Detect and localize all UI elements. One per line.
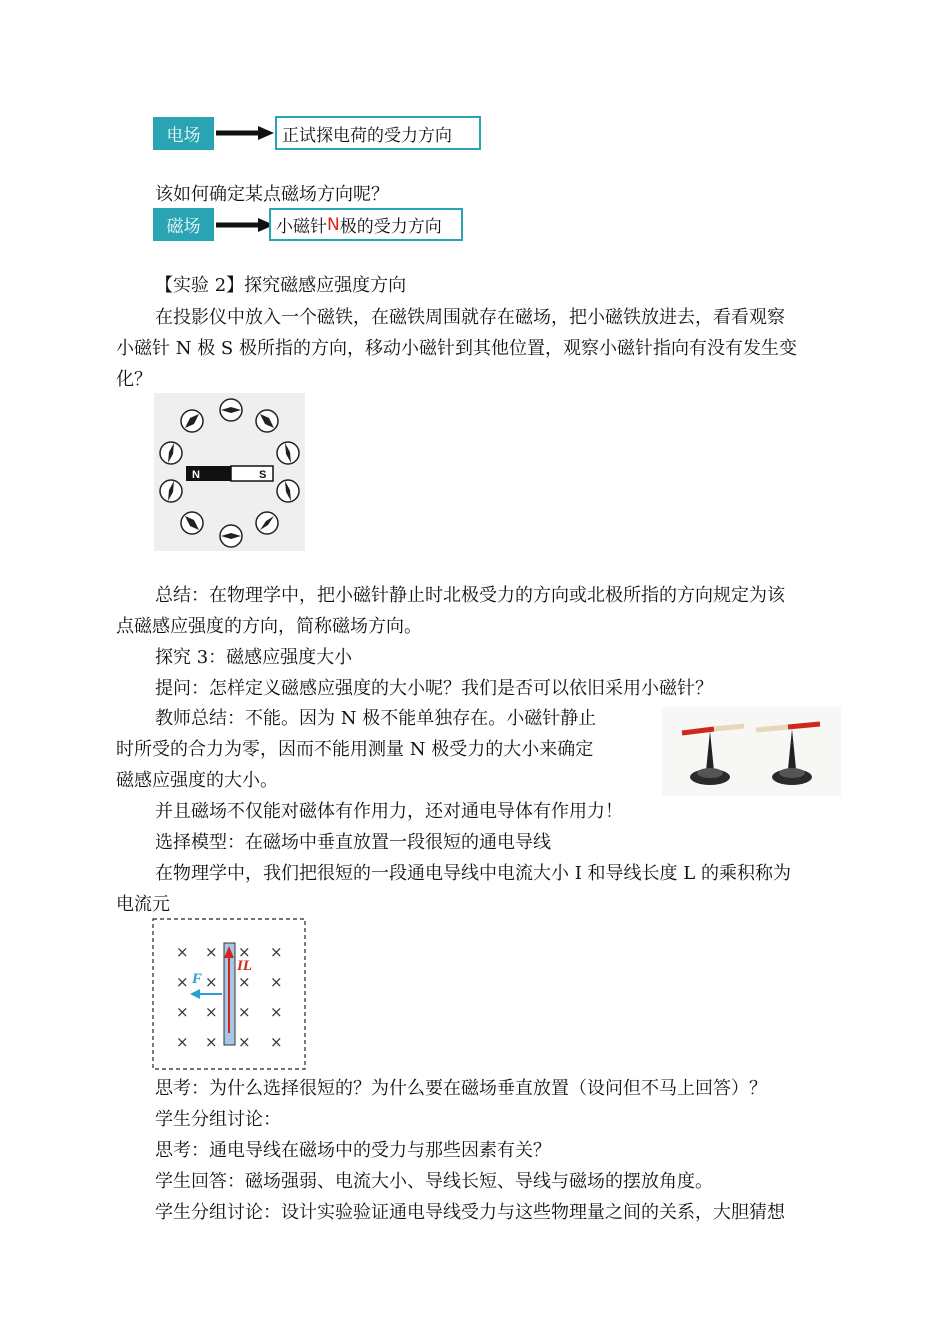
think-line: 思考：为什么选择很短的？为什么要在磁场垂直放置（设问但不马上回答）？ [155,1078,767,1099]
text-line: 学生分组讨论： [155,1109,281,1130]
field-cross: × [205,973,218,991]
right-arrow-icon [216,216,274,234]
box-text-post: 极的受力方向 [339,217,442,237]
text-line: 学生分组讨论：设计实验验证通电导线受力与这些物理量之间的关系，大胆猜想 [155,1202,785,1223]
field-cross: × [238,1003,251,1021]
text-line: 并且磁场不仅能对磁体有作用力，还对通电导体有作用力！ [155,801,623,822]
field-cross: × [176,973,189,991]
definition-line: 在物理学中，我们把很短的一段通电导线中电流大小 I 和导线长度 L 的乘积称为 [155,863,791,884]
box-text-n: N [327,214,340,235]
compass-icon [220,399,242,421]
current-label: IL [237,958,252,974]
compass-icon [277,480,299,502]
field-cross: × [176,1003,189,1021]
compass-needles-photo [662,707,841,796]
right-arrow-icon [216,124,274,142]
teacher-summary-line: 教师总结：不能。因为 N 极不能单独存在。小磁针静止 [155,708,597,729]
compass-icon [160,480,182,502]
field-cross: × [270,973,283,991]
compass-icon [256,512,278,534]
answer-line: 学生回答：磁场强弱、电流大小、导线长短、导线与磁场的摆放角度。 [155,1171,713,1192]
think-line: 思考：通电导线在磁场中的受力与那些因素有关？ [155,1140,551,1161]
force-label: F [192,971,203,987]
field-cross: × [205,943,218,961]
compass-icon [220,525,242,547]
compass-icon [160,442,182,464]
explore-title: 探究 3：磁感应强度大小 [155,647,353,668]
field-cross: × [205,1033,218,1051]
experiment-title: 【实验 2】探究磁感应强度方向 [155,275,407,296]
field-cross: × [270,1003,283,1021]
electric-field-direction-box: 正试探电荷的受力方向 [275,116,481,150]
field-cross: × [205,1003,218,1021]
compass-icon [256,410,278,432]
field-cross: × [176,1033,189,1051]
field-cross: × [238,973,251,991]
magnetic-field-tag: 磁场 [153,208,214,241]
paragraph-line: 在投影仪中放入一个磁铁，在磁铁周围就存在磁场，把小磁铁放进去，看看观察 [155,307,785,328]
magnetic-field-direction-box [269,208,463,241]
question-line: 提问：怎样定义磁感应强度的大小呢？我们是否可以依旧采用小磁针？ [155,678,713,699]
field-cross: × [270,1033,283,1051]
field-cross: × [176,943,189,961]
summary-line: 点磁感应强度的方向，简称磁场方向。 [116,616,422,637]
magnet-n-label: N [192,469,200,481]
compass-icon [181,410,203,432]
current-element-figure [152,918,306,1070]
paragraph-line: 化？ [116,369,152,390]
bar-magnet-s [231,466,273,481]
magnet-s-label: S [259,469,267,481]
field-cross: × [270,943,283,961]
box-text-pre: 小磁针 [276,217,327,237]
field-cross: × [238,943,251,961]
magnet-compass-figure [154,393,305,551]
summary-line: 总结：在物理学中，把小磁针静止时北极受力的方向或北极所指的方向规定为该 [155,585,785,606]
teacher-summary-line: 时所受的合力为零，因而不能用测量 N 极受力的大小来确定 [116,739,594,760]
electric-field-tag: 电场 [153,117,214,150]
compass-icon [181,512,203,534]
text-line: 选择模型：在磁场中垂直放置一段很短的通电导线 [155,832,551,853]
definition-line: 电流元 [116,894,170,915]
paragraph-line: 小磁针 N 极 S 极所指的方向，移动小磁针到其他位置，观察小磁针指向有没有发生变 [116,338,797,359]
question-field-direction: 该如何确定某点磁场方向呢？ [155,184,389,205]
teacher-summary-line: 磁感应强度的大小。 [116,770,278,791]
field-cross: × [238,1033,251,1051]
compass-icon [277,442,299,464]
